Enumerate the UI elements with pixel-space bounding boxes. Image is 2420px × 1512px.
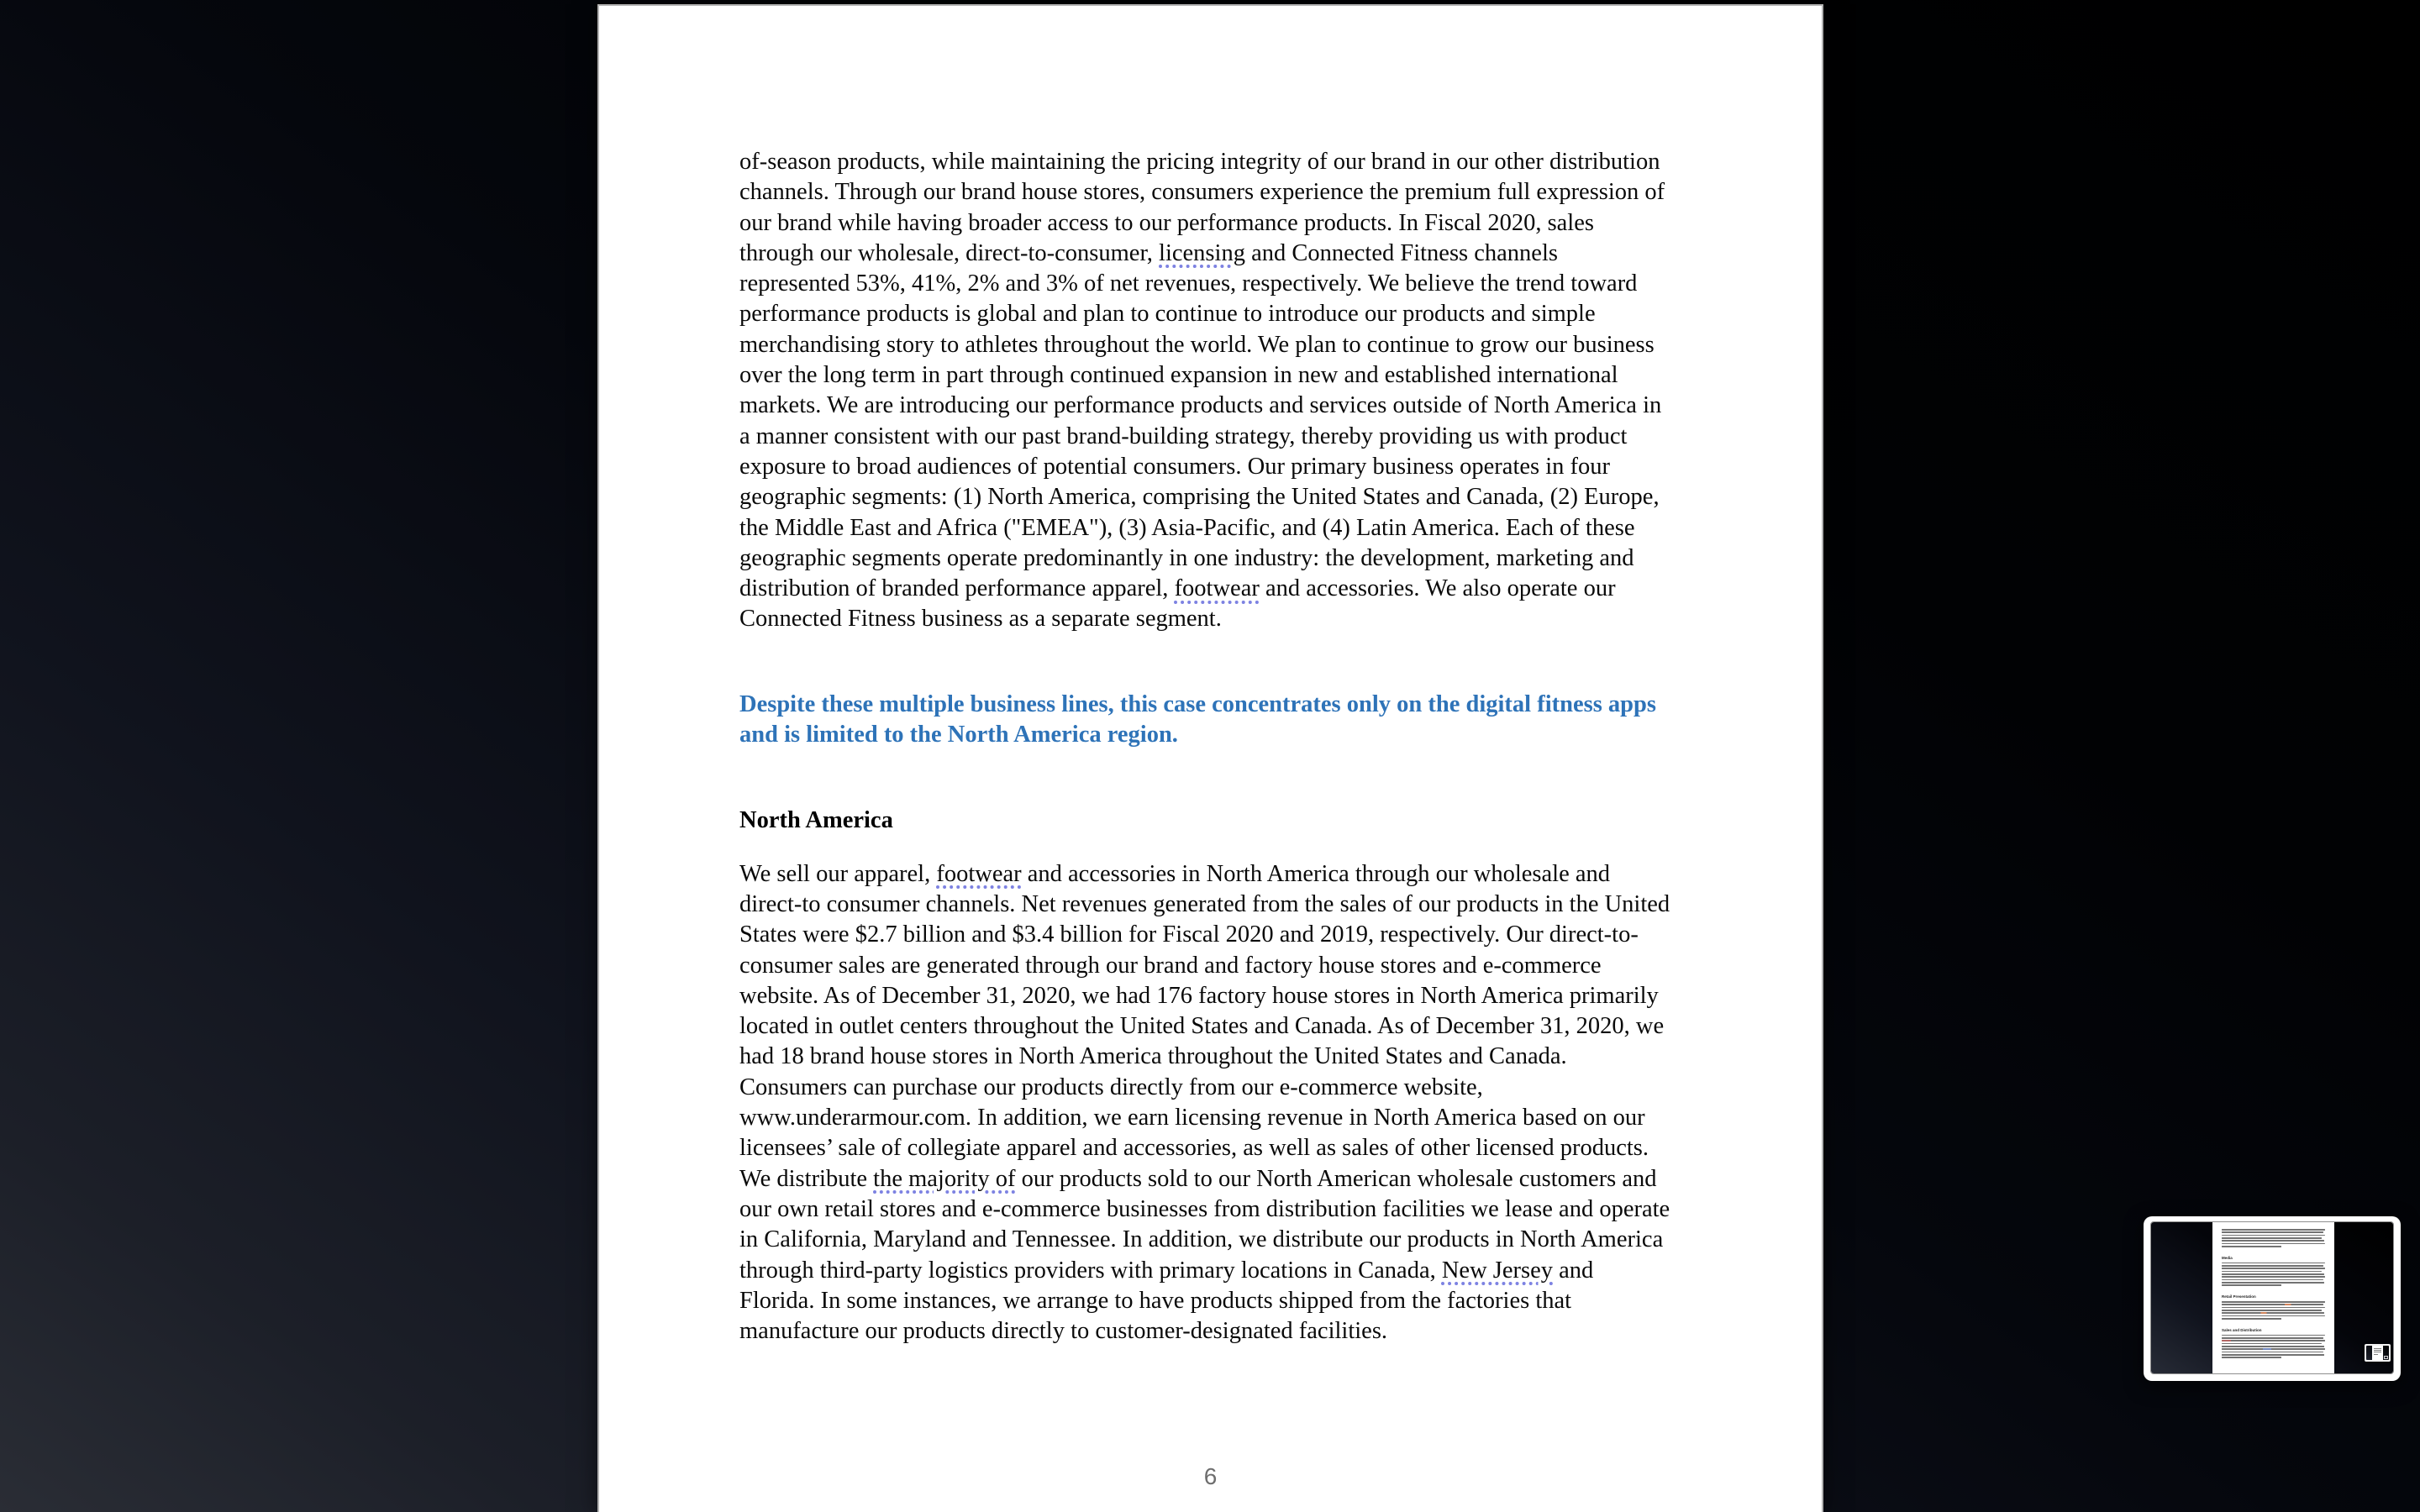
pip-text-line xyxy=(2222,1246,2281,1247)
text-segment: Florida. In some instances, we arrange to have products shipped from the factories that xyxy=(739,1287,1572,1314)
spellcheck-word[interactable]: licensing xyxy=(1159,239,1245,266)
text-line xyxy=(739,720,1706,750)
nested-screen-preview xyxy=(2365,1344,2391,1362)
pip-text-line xyxy=(2222,1315,2325,1317)
pip-section-heading: Sales and Distribution xyxy=(2222,1327,2262,1332)
text-segment: our brand while having broader access to our performance products. In Fiscal 2020, sales xyxy=(739,209,1594,236)
pip-text-line xyxy=(2222,1268,2325,1269)
text-line xyxy=(739,981,1706,1011)
screen-preview-window[interactable] xyxy=(2144,1216,2401,1381)
text-line xyxy=(739,1225,1706,1255)
text-segment: website. As of December 31, 2020, we had 176 factory house stores in North America primarily xyxy=(739,982,1659,1009)
text-segment: and accessories. We also operate our xyxy=(1259,575,1616,602)
pip-text-line xyxy=(2222,1304,2323,1305)
text-segment: located in outlet centers throughout the United States and Canada. As of December 31, 2020, we xyxy=(739,1013,1665,1040)
pip-text-line xyxy=(2222,1310,2322,1311)
text-line xyxy=(739,269,1706,299)
text-line xyxy=(739,604,1706,634)
pip-text-line xyxy=(2222,1337,2323,1339)
text-line xyxy=(739,543,1706,574)
text-segment: We sell our apparel, xyxy=(739,860,937,887)
pip-text-line xyxy=(2222,1276,2325,1278)
pip-text-line xyxy=(2222,1354,2324,1356)
pip-text-line xyxy=(2222,1237,2322,1239)
spellcheck-word[interactable]: New Jersey xyxy=(1441,1257,1554,1284)
text-segment: our own retail stores and e-commerce businesses from distribution facilities we lease and operate xyxy=(739,1195,1670,1222)
text-segment: through third-party logistics providers with primary locations in Canada, xyxy=(739,1257,1442,1284)
pip-text-line xyxy=(2222,1343,2322,1345)
text-segment: markets. We are introducing our performance products and services outside of North America in xyxy=(739,392,1662,419)
spellcheck-word[interactable]: footwear xyxy=(1174,575,1260,602)
text-segment: and accessories in North America through our wholesale and xyxy=(1021,860,1611,887)
text-segment: Despite these multiple business lines, this case concentrates only on the digital fitness apps xyxy=(739,690,1656,717)
pip-text-line xyxy=(2222,1282,2324,1284)
text-line xyxy=(739,920,1706,950)
pip-text-line xyxy=(2222,1346,2324,1347)
nested-preview-content xyxy=(2366,1346,2389,1360)
text-segment: merchandising story to athletes throughout the world. We plan to continue to grow our business xyxy=(739,331,1655,358)
pip-text-line xyxy=(2222,1318,2281,1320)
pip-text-line xyxy=(2222,1235,2325,1236)
text-segment: over the long term in part through continued expansion in new and established international xyxy=(739,362,1618,389)
document-page[interactable] xyxy=(597,4,1823,1512)
pip-text-line xyxy=(2222,1279,2323,1281)
text-line xyxy=(739,890,1706,920)
pip-text-line xyxy=(2222,1231,2323,1233)
text-line xyxy=(739,1256,1706,1286)
text-segment: licensees’ sale of collegiate apparel and accessories, as well as sales of other licensed products. xyxy=(739,1135,1649,1162)
pip-text-line xyxy=(2222,1312,2324,1314)
text-line xyxy=(739,1286,1706,1316)
text-line xyxy=(739,299,1706,329)
text-segment: States were $2.7 billion and $3.4 billion for Fiscal 2020 and 2019, respectively. Our direct-to- xyxy=(739,921,1639,948)
text-segment: Consumers can purchase our products directly from our e-commerce website, xyxy=(739,1074,1483,1100)
text-line xyxy=(739,1133,1706,1163)
text-segment: a manner consistent with our past brand-building strategy, thereby providing us with product xyxy=(739,423,1628,449)
nested-text-line xyxy=(2374,1354,2379,1355)
pip-text-line xyxy=(2222,1271,2322,1273)
pip-text-line xyxy=(2222,1357,2281,1358)
text-segment: www.underarmour.com. In addition, we earn licensing revenue in North America based on our xyxy=(739,1105,1645,1131)
text-segment: distribution of branded performance apparel, xyxy=(739,575,1175,602)
text-segment: the Middle East and Africa ("EMEA"), (3) Asia-Pacific, and (4) Latin America. Each of these xyxy=(739,514,1635,541)
pip-text-line xyxy=(2222,1265,2323,1267)
text-line xyxy=(739,147,1706,177)
document-text-column xyxy=(739,147,1706,1347)
text-line xyxy=(739,360,1706,391)
text-line xyxy=(739,1316,1706,1347)
text-segment: performance products is global and plan to continue to introduce our products and simple xyxy=(739,301,1596,328)
text-line xyxy=(739,1164,1706,1194)
nested-text-line xyxy=(2374,1350,2382,1351)
text-line xyxy=(739,574,1706,604)
pip-text-line xyxy=(2222,1243,2325,1245)
pip-text-line xyxy=(2222,1335,2325,1336)
text-segment: We distribute xyxy=(739,1165,874,1192)
pip-text-line xyxy=(2222,1301,2325,1303)
text-segment: represented 53%, 41%, 2% and 3% of net revenues, respectively. We believe the trend toward xyxy=(739,270,1638,297)
text-line xyxy=(739,513,1706,543)
text-segment: our products sold to our North American wholesale customers and xyxy=(1015,1165,1657,1192)
spellcheck-word[interactable]: footwear xyxy=(936,860,1022,887)
text-segment: manufacture our products directly to customer-designated facilities. xyxy=(739,1318,1388,1345)
text-line xyxy=(739,452,1706,482)
spellcheck-word[interactable]: the majority of xyxy=(873,1165,1016,1192)
text-line xyxy=(739,422,1706,452)
pip-section-heading: Media xyxy=(2222,1255,2233,1260)
text-segment: in California, Maryland and Tennessee. In addition, we distribute our products in North America xyxy=(739,1226,1664,1253)
text-line xyxy=(739,391,1706,421)
text-line xyxy=(739,208,1706,239)
text-segment: North America xyxy=(739,807,893,834)
callout-paragraph xyxy=(739,690,1706,751)
text-segment: Connected Fitness business as a separate segment. xyxy=(739,606,1222,633)
nested-text-line xyxy=(2374,1348,2382,1349)
text-line xyxy=(739,330,1706,360)
text-line xyxy=(739,482,1706,512)
text-segment: exposure to broad audiences of potential consumers. Our primary business operates in four xyxy=(739,453,1611,480)
text-segment: geographic segments operate predominantly in one industry: the development, marketing and xyxy=(739,544,1634,571)
nested-nested-preview xyxy=(2384,1356,2388,1359)
text-segment: through our wholesale, direct-to-consumer, xyxy=(739,239,1160,266)
body-paragraph xyxy=(739,147,1706,635)
preview-document-page xyxy=(2212,1222,2334,1373)
page-number: 6 xyxy=(1203,1463,1218,1489)
section-heading xyxy=(739,806,1706,836)
text-segment: and xyxy=(1553,1257,1594,1284)
text-segment: of-season products, while maintaining the pricing integrity of our brand in our other distribution xyxy=(739,149,1660,175)
pip-text-line xyxy=(2222,1273,2324,1275)
pip-text-line xyxy=(2222,1284,2281,1286)
text-segment: direct-to consumer channels. Net revenues generated from the sales of our products in the United xyxy=(739,890,1670,917)
pip-text-line xyxy=(2222,1307,2325,1309)
text-line xyxy=(739,1194,1706,1225)
pip-text-line xyxy=(2222,1229,2325,1231)
text-line xyxy=(739,1103,1706,1133)
pip-text-line xyxy=(2222,1240,2324,1242)
text-line xyxy=(739,177,1706,207)
pip-text-line xyxy=(2222,1263,2325,1264)
text-segment: channels. Through our brand house stores, consumers experience the premium full expression of xyxy=(739,179,1665,206)
text-segment: geographic segments: (1) North America, comprising the United States and Canada, (2) Europe, xyxy=(739,484,1660,511)
screen-preview-content xyxy=(2151,1222,2393,1373)
text-line xyxy=(739,1042,1706,1072)
pip-text-line xyxy=(2222,1352,2323,1353)
body-paragraph xyxy=(739,859,1706,1347)
text-line xyxy=(739,690,1706,720)
text-line xyxy=(739,951,1706,981)
text-line xyxy=(739,806,1706,836)
text-line xyxy=(739,239,1706,269)
text-segment: and is limited to the North America region. xyxy=(739,722,1178,748)
pip-section-heading: Retail Presentation xyxy=(2222,1294,2256,1299)
pip-text-line xyxy=(2222,1348,2325,1350)
text-line xyxy=(739,859,1706,890)
text-line xyxy=(739,1011,1706,1042)
text-segment: consumer sales are generated through our brand and factory house stores and e-commerce xyxy=(739,952,1602,979)
pip-text-line xyxy=(2222,1340,2325,1341)
nested-preview-page xyxy=(2372,1346,2384,1360)
text-line xyxy=(739,1073,1706,1103)
text-segment: had 18 brand house stores in North America throughout the United States and Canada. xyxy=(739,1043,1567,1070)
text-segment: and Connected Fitness channels xyxy=(1244,239,1558,266)
